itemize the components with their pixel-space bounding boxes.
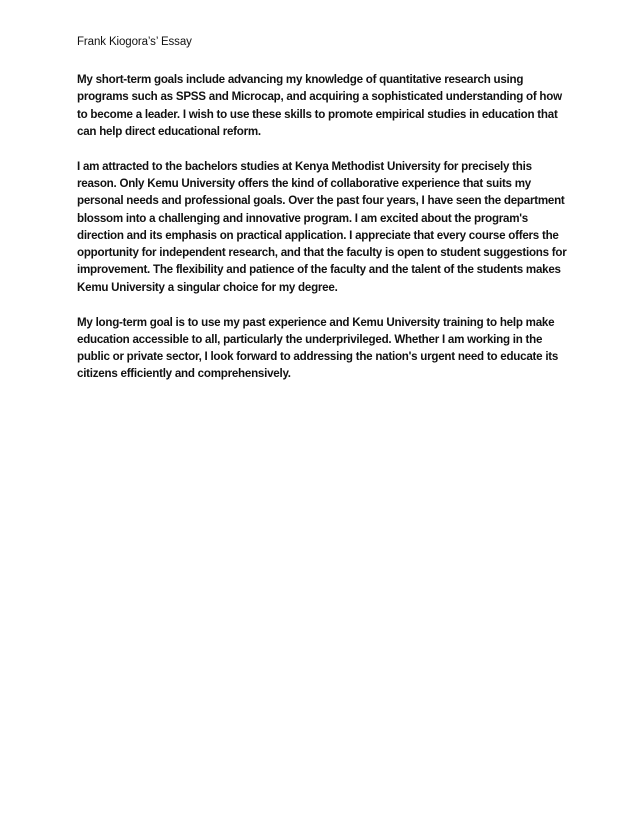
essay-body xyxy=(77,71,567,400)
page-header: Frank Kiogora’s’ Essay xyxy=(77,36,192,48)
essay-paragraph-2: I am attracted to the bachelors studies at Kenya Methodist University for precisely this reason. Only Kemu University offers the kind of collaborative experience that suits my personal needs and professional goals. Over the past four years, I have seen the department blossom into a challenging and innovative program. I am excited about the program's direction and its emphasis on practical application. I appreciate that every course offers the opportunity for independent research, and that the faculty is open to student suggestions for improvement. The flexibility and patience of the faculty and the talent of the students makes Kemu University a singular choice for my degree. xyxy=(77,159,567,294)
essay-paragraph-1: My short-term goals include advancing my knowledge of quantitative research using programs such as SPSS and Microcap, and acquiring a sophisticated understanding of how to become a leader. I wish to use these skills to promote empirical studies in education that can help direct educational reform. xyxy=(77,73,562,138)
essay-paragraph-3: My long-term goal is to use my past experience and Kemu University training to help make education accessible to all, particularly the underprivileged. Whether I am working in the public or private sector, I look forward to addressing the nation's urgent need to educate its citizens efficiently and comprehensively. xyxy=(77,315,559,381)
